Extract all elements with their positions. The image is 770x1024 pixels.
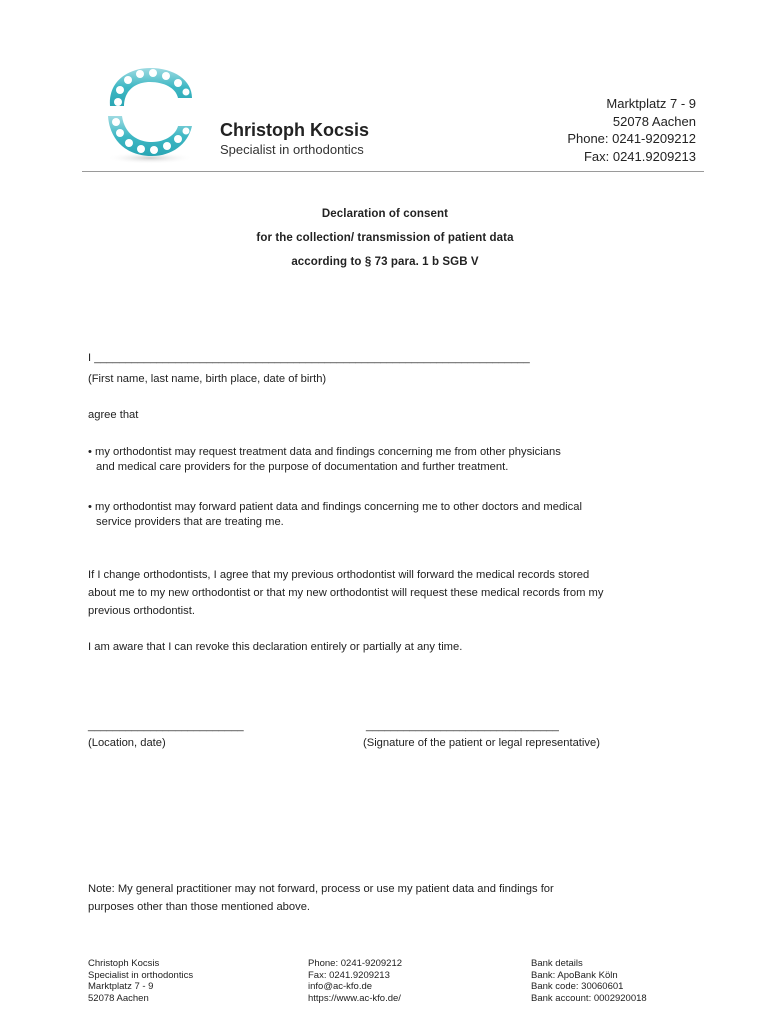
note-line: purposes other than those mentioned above. bbox=[88, 901, 311, 913]
bullet-text: service providers that are treating me. bbox=[96, 516, 284, 528]
footer-bank-heading: Bank details bbox=[531, 958, 583, 969]
practitioner-name: Christoph Kocsis bbox=[220, 120, 370, 140]
revoke-statement: I am aware that I can revoke this declaration entirely or partially at any time. bbox=[88, 641, 463, 653]
signature-line[interactable]: _______________________________ bbox=[366, 720, 559, 732]
footer-city: 52078 Aachen bbox=[88, 992, 149, 1004]
note-paragraph bbox=[88, 880, 698, 916]
name-hint: (First name, last name, birth place, date of birth) bbox=[88, 373, 327, 385]
footer-name: Christoph Kocsis bbox=[88, 958, 160, 969]
bullet-text: • my orthodontist may forward patient data and findings concerning me to other doctors and medical bbox=[88, 501, 582, 513]
phone-number: Phone: 0241-9209212 bbox=[567, 131, 696, 146]
note-line: Note: My general practitioner may not forward, process or use my patient data and findings for bbox=[88, 883, 554, 895]
footer-bank-account: Bank account: 0002920018 bbox=[531, 992, 647, 1004]
footer-bank-info bbox=[531, 958, 647, 1004]
footer-email-link[interactable]: info@ac-kfo.de bbox=[308, 981, 373, 992]
practice-address bbox=[436, 95, 696, 165]
signature-label: (Signature of the patient or legal representative) bbox=[363, 737, 600, 749]
footer-phone: Phone: 0241-9209212 bbox=[308, 958, 403, 969]
agree-label: agree that bbox=[88, 409, 139, 421]
bullet-text: • my orthodontist may request treatment data and findings concerning me from other physicians bbox=[88, 446, 561, 458]
footer-fax: Fax: 0241.9209213 bbox=[308, 969, 390, 981]
footer-street: Marktplatz 7 - 9 bbox=[88, 981, 154, 992]
paragraph-line: about me to my new orthodontist or that my new orthodontist will request these medical records from my bbox=[88, 587, 604, 599]
name-fill-line[interactable]: I ______________________________________________________________________ bbox=[88, 352, 530, 364]
location-date-line[interactable]: _________________________ bbox=[88, 720, 244, 732]
bullet-text: and medical care providers for the purpose of documentation and further treatment. bbox=[96, 461, 509, 473]
footer-specialty: Specialist in orthodontics bbox=[88, 969, 194, 981]
address-street: Marktplatz 7 - 9 bbox=[606, 96, 696, 111]
footer-contact-info bbox=[308, 958, 402, 1004]
footer-bank-code: Bank code: 30060601 bbox=[531, 981, 624, 992]
header-divider bbox=[82, 171, 704, 172]
practice-logo bbox=[100, 62, 200, 166]
paragraph-line: previous orthodontist. bbox=[88, 605, 195, 617]
footer-bank-name: Bank: ApoBank Köln bbox=[531, 969, 618, 981]
footer-practice-info bbox=[88, 958, 193, 1004]
address-city: 52078 Aachen bbox=[612, 113, 696, 129]
location-date-label: (Location, date) bbox=[88, 737, 166, 749]
document-title: Declaration of consent bbox=[321, 208, 449, 220]
footer-website-link[interactable]: https://www.ac-kfo.de/ bbox=[308, 992, 401, 1004]
document-subtitle: for the collection/ transmission of patient data bbox=[256, 232, 514, 244]
consent-bullet-forward bbox=[88, 500, 582, 530]
legal-reference: according to § 73 para. 1 b SGB V bbox=[291, 256, 479, 268]
change-orthodontist-paragraph bbox=[88, 566, 698, 620]
practitioner-specialty: Specialist in orthodontics bbox=[220, 142, 364, 157]
paragraph-line: If I change orthodontists, I agree that my previous orthodontist will forward the medical records stored bbox=[88, 569, 590, 581]
consent-bullet-request bbox=[88, 445, 561, 475]
fax-number: Fax: 0241.9209213 bbox=[583, 148, 696, 164]
